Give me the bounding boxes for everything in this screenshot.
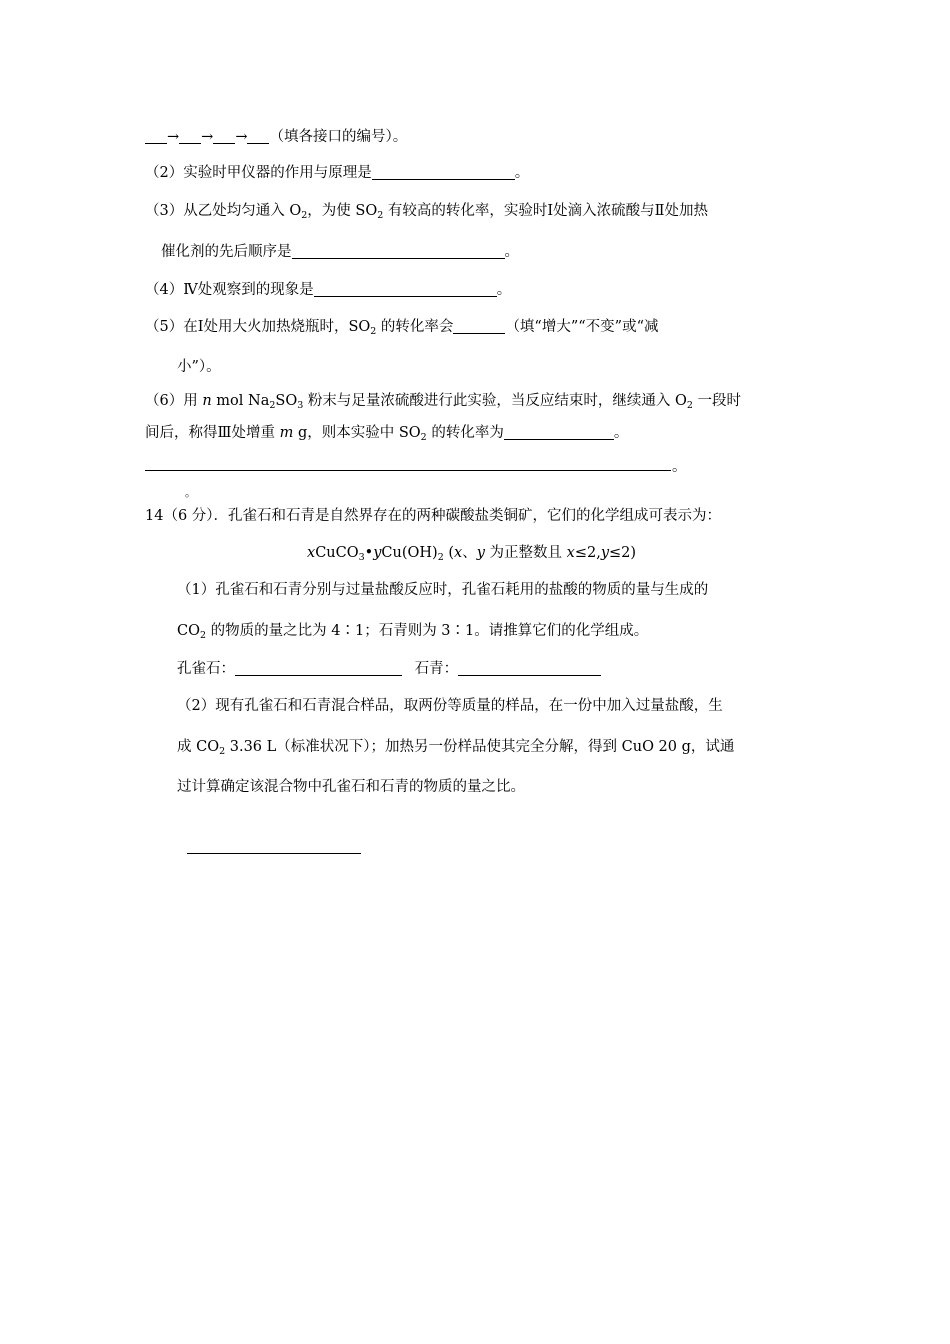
q13-part6-line1: （6）用 n mol $Na_2SO_3$ 粉末与足量浓硫酸进行此实验，当反应结束时，继续通入 $O_2$ 一段时 [145, 393, 742, 411]
stray-mark: 。 [185, 486, 196, 499]
q13-part3-line2: 催化剂的先后顺序是 。 [161, 244, 519, 260]
arrow: → [167, 129, 180, 145]
answer-blank[interactable] [292, 243, 505, 259]
answer-blank[interactable] [453, 318, 505, 334]
arrow: → [201, 129, 214, 145]
answer-blank[interactable] [314, 281, 497, 297]
q14-part1-answers: 孔雀石： 石青： [177, 659, 601, 679]
q13-part6-line2: 间后，称得Ⅲ处增重 m g，则本实验中 $SO_2$ 的转化率为 。 [145, 425, 629, 443]
answer-blank[interactable] [213, 128, 235, 144]
q13-part5-line2: 小”）。 [177, 359, 221, 375]
q13-part3-line1: （3）从乙处均匀通入 $O_2$，为使 $SO_2$ 有较高的转化率，实验时Ⅰ处滴入浓硫酸与Ⅱ处加热 [145, 203, 708, 221]
q14-title: 14（6 分）．孔雀石和石青是自然界存在的两种碳酸盐类铜矿，它们的化学组成可表示为： [145, 508, 722, 524]
malachite-answer-blank[interactable] [235, 660, 402, 676]
answer-blank[interactable] [247, 128, 269, 144]
q14-part2-line2: 成 $CO_2$ 3.36 L（标准状况下）；加热另一份样品使其完全分解，得到 CuO 20 g，试通 [177, 739, 735, 757]
instruction-text: （填各接口的编号）。 [269, 129, 408, 145]
answer-blank[interactable] [372, 164, 515, 180]
q14-formula: $xCuCO_3•yCu(OH)_2$ (x、y 为正整数且 x≤2,y≤2) [307, 545, 637, 563]
answer-blank[interactable] [179, 128, 201, 144]
q14-part2-line3: 过计算确定该混合物中孔雀石和石青的物质的量之比。 [177, 779, 525, 795]
q13-part4: （4）Ⅳ处观察到的现象是 。 [145, 282, 512, 298]
answer-blank[interactable] [145, 128, 167, 144]
arrow: → [235, 129, 248, 145]
connection-order-line [145, 127, 407, 147]
azurite-answer-blank[interactable] [458, 660, 601, 676]
answer-blank[interactable] [504, 424, 614, 440]
q14-part2-line1: （2）现有孔雀石和石青混合样品，取两份等质量的样品，在一份中加入过量盐酸，生 [177, 698, 723, 714]
q13-part2: （2）实验时甲仪器的作用与原理是 。 [145, 165, 530, 181]
answer-line[interactable] [145, 470, 671, 471]
q14-part1-line1: （1）孔雀石和石青分别与过量盐酸反应时，孔雀石耗用的盐酸的物质的量与生成的 [177, 582, 709, 598]
q14-part1-line2: $CO_2$ 的物质的量之比为 4∶1；石青则为 3∶1。请推算它们的化学组成。 [177, 623, 649, 641]
answer-line-end: 。 [672, 459, 687, 475]
q13-part5-line1: （5）在Ⅰ处用大火加热烧瓶时，$SO_2$ 的转化率会 （填“增大”“不变”或“减 [145, 319, 659, 337]
answer-line[interactable] [187, 853, 361, 854]
